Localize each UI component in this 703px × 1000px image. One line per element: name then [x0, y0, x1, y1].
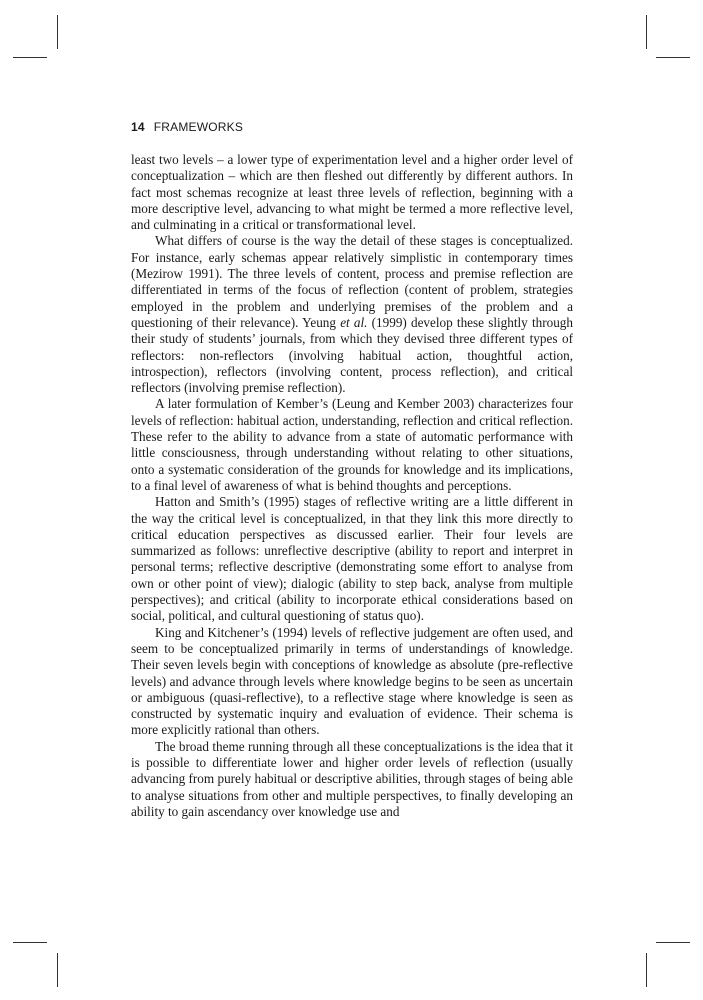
crop-mark-top-right-vertical — [646, 15, 647, 49]
crop-mark-top-left-vertical — [57, 15, 58, 49]
crop-mark-bottom-right-vertical — [646, 953, 647, 987]
section-title: FRAMEWORKS — [153, 120, 244, 134]
running-header — [131, 120, 243, 134]
crop-mark-bottom-left-horizontal — [13, 942, 47, 943]
paragraph-text: What differs of course is the way the detail of these stages is conceptualized. For instance, early schemas appear relatively simplistic in contemporary times (Mezirow 1991). The three levels of content, process and premise reflection are differentiated in terms of the focus of reflection (content of problem, strategies employed in the problem and underlying premises of the problem and a questioning of their relevance). Yeung — [131, 233, 573, 330]
paragraph: King and Kitchener’s (1994) levels of reflective judgement are often used, and seem to be conceptualized primarily in terms of understandings of knowledge. Their seven levels begin with conceptions of knowledge as absolute (pre-reflective levels) and advance through levels where knowledge begins to be seen as uncertain or ambiguous (quasi-reflective), to a reflective stage where knowledge is seen as constructed by systematic inquiry and evaluation of evidence. Their schema is more explicitly rational than others. — [131, 624, 573, 738]
crop-mark-top-left-horizontal — [13, 57, 47, 58]
page-number: 14 — [131, 120, 145, 134]
paragraph — [131, 233, 573, 396]
crop-mark-bottom-right-horizontal — [656, 942, 690, 943]
paragraph-text: (1999) develop these slightly through their study of students’ journals, from which they devised three different types of reflectors: non-reflectors (involving habitual action, thoughtful action, introspection), reflectors (involving content, process reflection), and critical reflectors (involving premise reflection). — [131, 314, 573, 396]
paragraph: least two levels – a lower type of experimentation level and a higher order level of conceptualization – which are then fleshed out differently by different authors. In fact most schemas recognize at least three levels of reflection, beginning with a more descriptive level, advancing to what might be termed a more reflective level, and culminating in a critical or transformational level. — [131, 152, 573, 233]
body-text — [131, 152, 573, 820]
italic-text: et al. — [340, 314, 368, 330]
paragraph: Hatton and Smith’s (1995) stages of reflective writing are a little different in the way the critical level is conceptualized, in that they link this more directly to critical education perspectives as discussed earlier. Their four levels are summarized as follows: unreflective descriptive (ability to report and interpret in personal terms; reflective descriptive (demonstrating some effort to analyse from own or other point of view); dialogic (ability to step back, analyse from multiple perspectives); and critical (ability to incorporate ethical considerations based on social, political, and cultural questioning of status quo). — [131, 494, 573, 624]
crop-mark-bottom-left-vertical — [57, 953, 58, 987]
paragraph: The broad theme running through all these conceptualizations is the idea that it is possible to differentiate lower and higher order levels of reflection (usually advancing from purely habitual or descriptive abilities, through stages of being able to analyse situations from other and multiple perspectives, to finally developing an ability to gain ascendancy over knowledge use and — [131, 738, 573, 819]
crop-mark-top-right-horizontal — [656, 57, 690, 58]
paragraph: A later formulation of Kember’s (Leung and Kember 2003) characterizes four levels of reflection: habitual action, understanding, reflection and critical reflection. These refer to the ability to advance from a state of automatic performance with little consciousness, through understanding without relating to other situations, onto a systematic consideration of the grounds for knowledge and its implications, to a final level of awareness of what is behind thoughts and perceptions. — [131, 396, 573, 493]
